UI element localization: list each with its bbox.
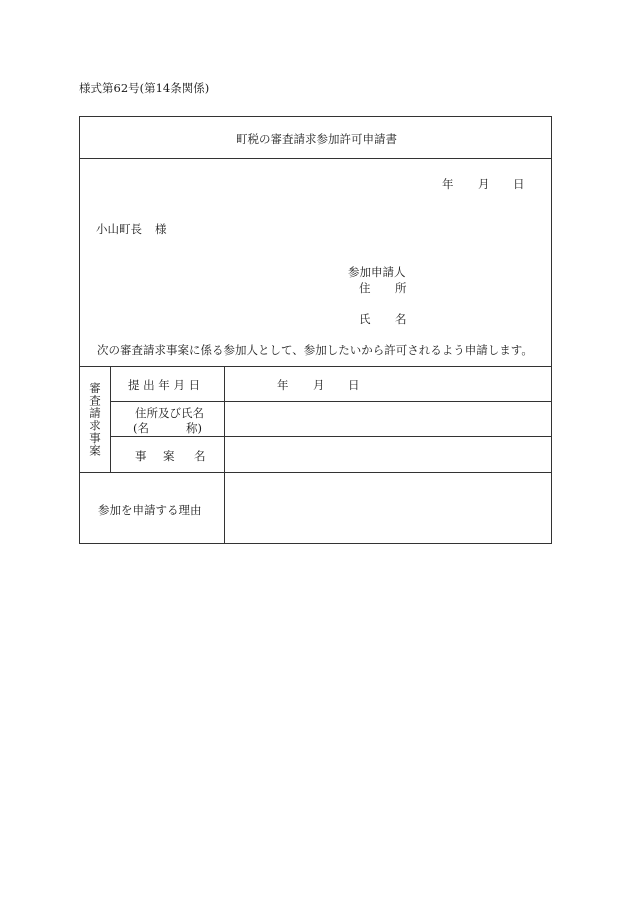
- title-divider: [80, 158, 551, 159]
- address-name-field[interactable]: [225, 402, 551, 436]
- addressee-name: 小山町長: [96, 222, 142, 236]
- submission-date-day: 日: [348, 378, 360, 392]
- table-top-line: [80, 366, 551, 367]
- case-group-label: 審査請求事案: [88, 382, 102, 457]
- applicant-address-label-1: 住: [359, 281, 371, 295]
- date-month-label: 月: [478, 177, 490, 191]
- submission-date-month: 月: [313, 378, 325, 392]
- date-day-label: 日: [513, 177, 525, 191]
- case-name-label-3: 名: [194, 449, 206, 463]
- submission-date-label: 提 出 年 月 日: [128, 378, 201, 392]
- applicant-heading: 参加申請人: [348, 265, 406, 279]
- case-name-label-1: 事: [135, 449, 147, 463]
- reason-label: 参加を申請する理由: [98, 503, 202, 517]
- corporate-name-label-close: 称): [186, 421, 202, 435]
- applicant-address-label-2: 所: [395, 281, 407, 295]
- corporate-name-label-open: (名: [133, 421, 149, 435]
- case-name-label-2: 案: [163, 449, 175, 463]
- submission-date-year: 年: [277, 378, 289, 392]
- applicant-name-label-1: 氏: [359, 312, 371, 326]
- form-number: 様式第62号(第14条関係): [79, 81, 210, 95]
- addressee-honorific: 様: [155, 222, 167, 236]
- group-label-divider: [110, 366, 111, 472]
- statement: 次の審査請求事案に係る参加人として、参加したいから許可されるよう申請します。: [97, 343, 533, 357]
- applicant-name-label-2: 名: [395, 312, 407, 326]
- case-name-field[interactable]: [225, 437, 551, 472]
- application-form: [79, 116, 552, 544]
- date-year-label: 年: [442, 177, 454, 191]
- reason-field[interactable]: [225, 473, 551, 543]
- address-name-label: 住所及び氏名: [135, 406, 204, 420]
- form-title: 町税の審査請求参加許可申請書: [236, 132, 397, 146]
